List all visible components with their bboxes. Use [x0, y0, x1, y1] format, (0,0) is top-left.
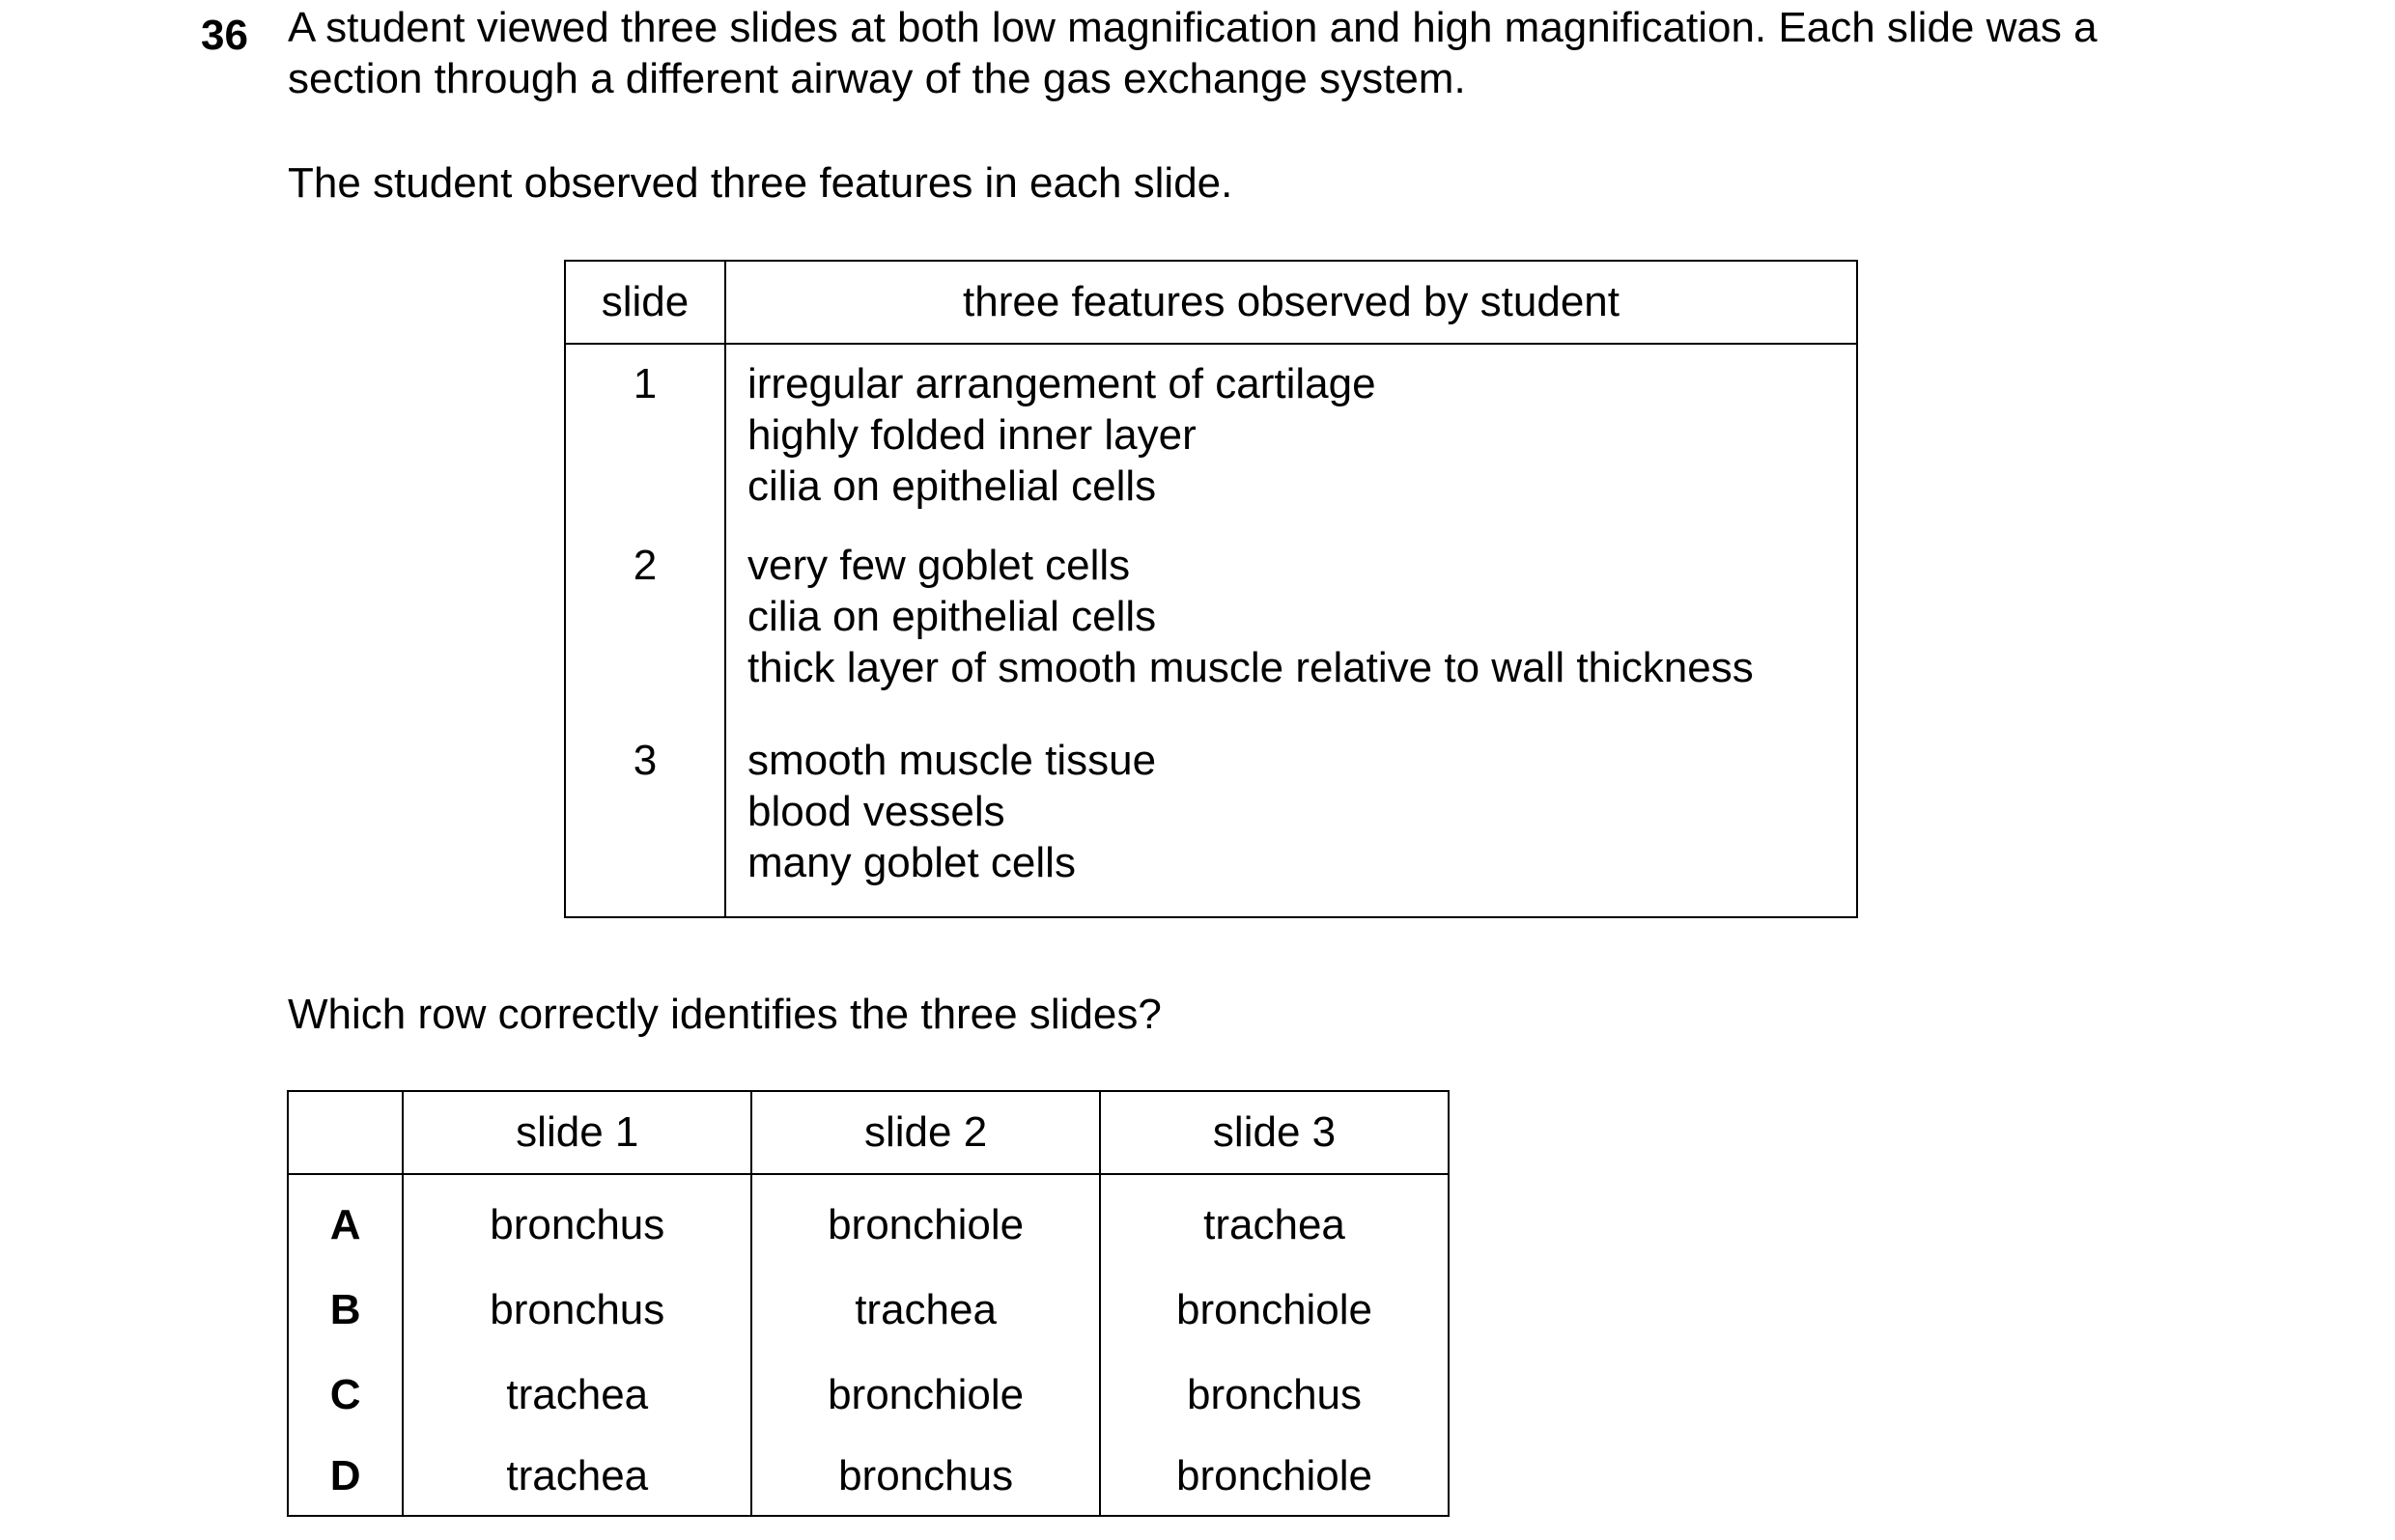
option-row-b[interactable]: [288, 1268, 1449, 1353]
option-letter: A: [288, 1174, 403, 1268]
option-cell: bronchus: [403, 1174, 751, 1268]
features-table: [564, 260, 1858, 918]
option-cell: trachea: [751, 1268, 1100, 1353]
features-row-2: [565, 540, 1857, 735]
header-slide-3: slide 3: [1100, 1091, 1449, 1174]
option-letter: D: [288, 1438, 403, 1516]
option-cell: bronchiole: [751, 1174, 1100, 1268]
option-cell: trachea: [403, 1353, 751, 1438]
feature-item: thick layer of smooth muscle relative to wall thickness: [747, 644, 1754, 691]
feature-list: [725, 344, 1857, 540]
feature-list: [725, 540, 1857, 735]
option-cell: bronchiole: [1100, 1438, 1449, 1516]
observed-text: The student observed three features in each slide.: [288, 159, 1233, 207]
intro-text-line-2: section through a different airway of the gas exchange system.: [288, 55, 1466, 102]
features-row-1: [565, 344, 1857, 540]
intro-text-line-1: A student viewed three slides at both low magnification and high magnification. Each slide was a: [288, 4, 2098, 51]
feature-item: cilia on epithelial cells: [747, 593, 1157, 640]
slide-number: 1: [565, 344, 725, 540]
feature-item: many goblet cells: [747, 839, 1076, 886]
slide-number: 2: [565, 540, 725, 735]
options-header-row: [288, 1091, 1449, 1174]
option-cell: bronchus: [403, 1268, 751, 1353]
option-row-c[interactable]: [288, 1353, 1449, 1438]
option-cell: bronchiole: [751, 1353, 1100, 1438]
option-row-d[interactable]: [288, 1438, 1449, 1516]
question-number: 36: [201, 12, 248, 59]
option-letter: B: [288, 1268, 403, 1353]
option-cell: trachea: [403, 1438, 751, 1516]
header-slide-2: slide 2: [751, 1091, 1100, 1174]
question-prompt: Which row correctly identifies the three slides?: [288, 991, 1162, 1038]
features-header-row: [565, 261, 1857, 344]
option-row-a[interactable]: [288, 1174, 1449, 1268]
option-cell: bronchus: [1100, 1353, 1449, 1438]
slide-number: 3: [565, 735, 725, 917]
option-cell: trachea: [1100, 1174, 1449, 1268]
features-row-3: [565, 735, 1857, 917]
header-features: three features observed by student: [725, 261, 1857, 344]
feature-item: smooth muscle tissue: [747, 737, 1157, 784]
option-cell: bronchus: [751, 1438, 1100, 1516]
feature-item: very few goblet cells: [747, 542, 1131, 589]
feature-list: [725, 735, 1857, 917]
header-slide: slide: [565, 261, 725, 344]
option-cell: bronchiole: [1100, 1268, 1449, 1353]
header-blank: [288, 1091, 403, 1174]
option-letter: C: [288, 1353, 403, 1438]
feature-item: cilia on epithelial cells: [747, 462, 1157, 510]
feature-item: blood vessels: [747, 788, 1005, 835]
feature-item: irregular arrangement of cartilage: [747, 360, 1376, 407]
feature-item: highly folded inner layer: [747, 411, 1197, 459]
answer-options-table: [287, 1090, 1450, 1517]
header-slide-1: slide 1: [403, 1091, 751, 1174]
